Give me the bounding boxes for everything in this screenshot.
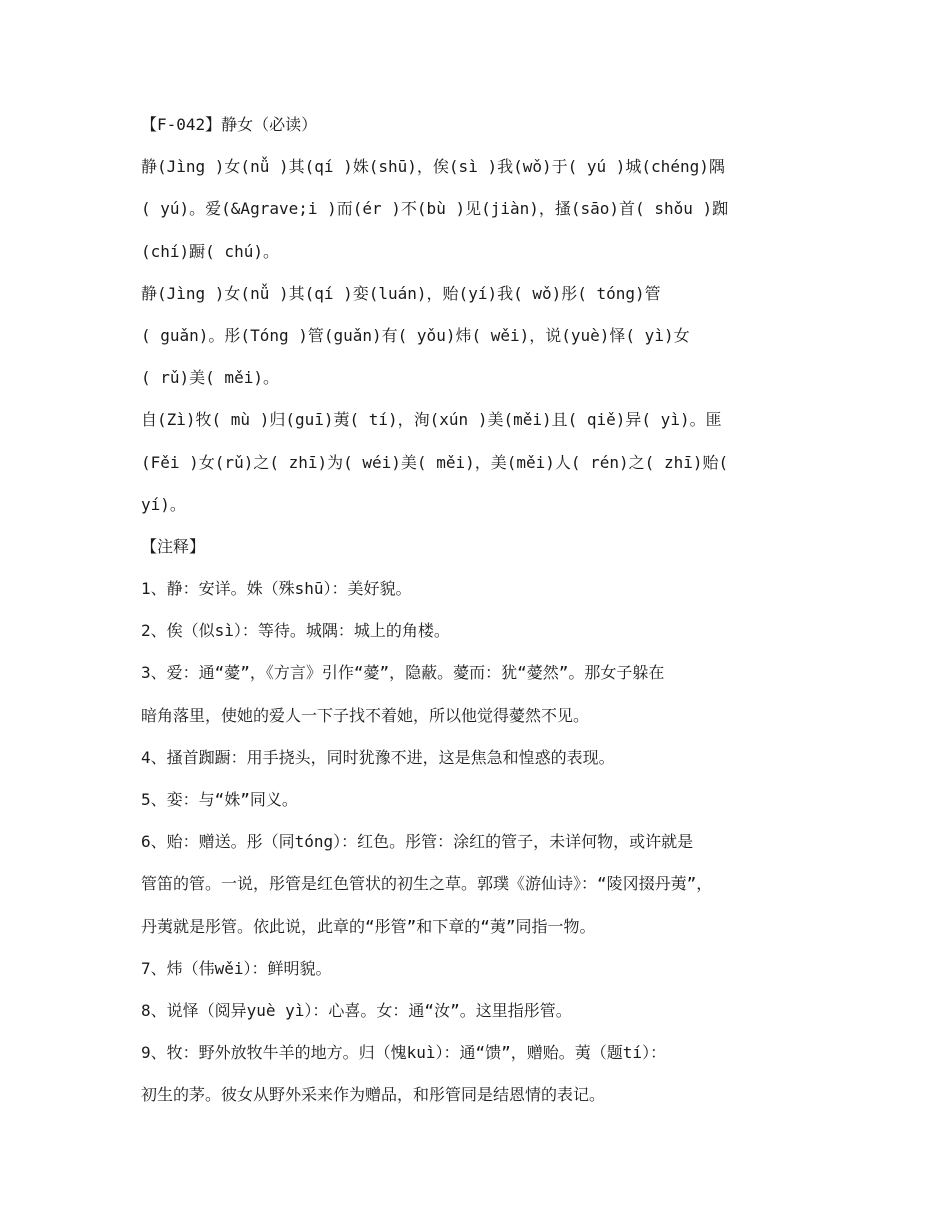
poem-line: 静(Jìng )女(nǚ )其(qí )姝(shū)，俟(sì )我(wǒ)于( yú )城(chéng)隅	[141, 157, 725, 177]
poem-line: ( yú)。爱(&Agrave;i )而(ér )不(bù )见(jiàn)，搔(sāo)首( shǒu )踟	[141, 199, 729, 219]
note-line: 初生的茅。彼女从野外采来作为赠品，和彤管同是结恩情的表记。	[141, 1085, 606, 1105]
poem-line: yí)。	[141, 494, 186, 514]
note-line: 5、娈：与“姝”同义。	[141, 790, 298, 809]
note-line: 8、说怿（阅异yuè yì）：心喜。女：通“汝”。这里指彤管。	[141, 1000, 572, 1020]
poem-text	[141, 153, 831, 533]
note-line: 3、爱：通“薆”，《方言》引作“薆”，隐蔽。薆而：犹“薆然”。那女子躲在	[141, 663, 665, 683]
poem-line: ( rǔ)美( měi)。	[141, 368, 279, 388]
poem-line: (chí)蹰( chú)。	[141, 241, 279, 261]
note-line: 2、俟（似sì）：等待。城隅：城上的角楼。	[141, 621, 450, 641]
poem-line: ( guǎn)。彤(Tóng )管(guǎn)有( yǒu)炜( wěi)，说(yuè)怿( yì)女	[141, 325, 690, 345]
note-line: 1、静：安详。姝（殊shū）：美好貌。	[141, 579, 412, 599]
document-body	[141, 111, 831, 1124]
poem-line: 自(Zì)牧( mù )归(guī)荑( tí)，洵(xún )美(měi)且( qiě)异( yì)。匪	[141, 410, 722, 430]
note-line: 管笛的管。一说，彤管是红色管状的初生之草。郭璞《游仙诗》：“陵冈掇丹荑”，	[141, 874, 713, 894]
poem-line: 静(Jìng )女(nǚ )其(qí )娈(luán)，贻(yí)我( wǒ)彤( tóng)管	[141, 283, 661, 303]
note-line: 6、贻：赠送。彤（同tóng）：红色。彤管：涂红的管子，未详何物，或许就是	[141, 832, 694, 852]
note-line: 7、炜（伟wěi）：鲜明貌。	[141, 958, 332, 978]
note-line: 9、牧：野外放牧牛羊的地方。归（愧kuì）：通“馈”，赠贻。荑（题tí）：	[141, 1043, 667, 1063]
note-line: 4、搔首踟蹰：用手挠头，同时犹豫不进，这是焦急和惶惑的表现。	[141, 747, 615, 767]
note-line: 丹荑就是彤管。依此说，此章的“彤管”和下章的“荑”同指一物。	[141, 916, 596, 936]
notes-list	[141, 575, 831, 1123]
note-line: 暗角落里，使她的爱人一下子找不着她，所以他觉得薆然不见。	[141, 705, 590, 725]
poem-line: (Fěi )女(rǔ)之( zhī)为( wéi)美( měi)，美(měi)人( rén)之( zhī)贻(	[141, 452, 729, 472]
notes-heading: 【注释】	[141, 536, 206, 556]
document-title: 【F-042】静女（必读）	[141, 115, 318, 134]
